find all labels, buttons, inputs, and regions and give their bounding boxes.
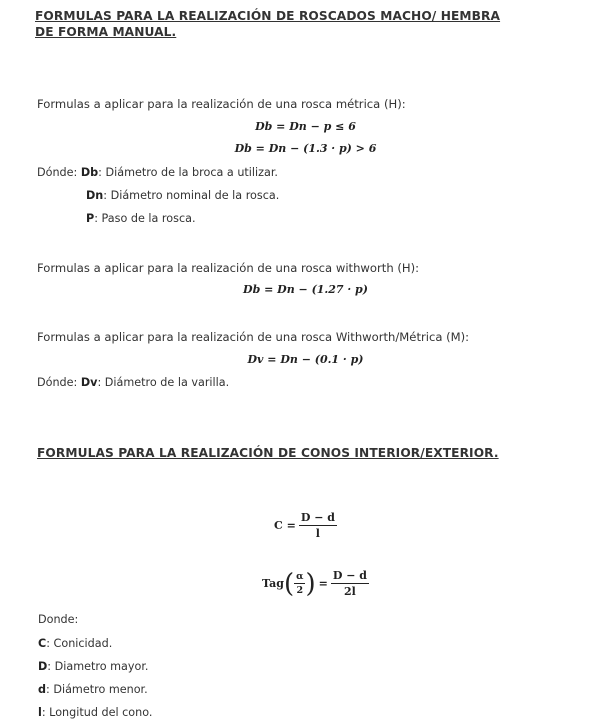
def-symbol: Dv (80, 376, 98, 389)
cone-where-label: Donde: (38, 613, 79, 626)
where-label: Dónde: (37, 166, 78, 179)
left-paren: ( (284, 568, 295, 599)
metric-def-db (37, 166, 278, 179)
denominator: 2l (343, 585, 356, 598)
withworth-metric-def-dv (37, 376, 229, 389)
def-text: : Conicidad. (46, 637, 113, 650)
def-text: : Paso de la rosca. (94, 212, 196, 225)
def-symbol: P (86, 212, 95, 225)
where-label: Dónde: (37, 376, 78, 389)
section2-title: FORMULAS PARA LA REALIZACIÓN DE CONOS INTERIOR/EXTERIOR. (37, 446, 499, 460)
metric-def-dn (86, 189, 279, 202)
denominator: 2 (296, 585, 304, 596)
half-angle-fraction (294, 571, 305, 596)
cone-def-c (38, 637, 112, 650)
withworth-intro: Formulas a aplicar para la realización de una rosca withworth (H): (37, 261, 420, 275)
formula-lhs: Tag (262, 577, 284, 590)
cone-def-d-minor (38, 683, 148, 696)
def-text: : Diametro mayor. (47, 660, 149, 673)
def-symbol: Dn (86, 189, 104, 202)
def-text: : Diámetro de la varilla. (97, 376, 230, 389)
cone-def-l (38, 706, 152, 719)
withworth-formula: Db = Dn − (1.27 · p) (243, 283, 368, 296)
withworth-metric-intro: Formulas a aplicar para la realización de una rosca Withworth/Métrica (M): (37, 330, 470, 344)
section1-title-line1: FORMULAS PARA LA REALIZACIÓN DE ROSCADOS MACHO/ HEMBRA (35, 9, 501, 23)
section1-title-line2: DE FORMA MANUAL. (35, 25, 177, 39)
fraction (331, 569, 369, 598)
def-symbol: Db (80, 166, 99, 179)
numerator: D − d (332, 569, 367, 582)
metric-intro: Formulas a aplicar para la realización de una rosca métrica (H): (37, 97, 406, 111)
def-symbol: C (38, 637, 47, 650)
right-paren: ) (305, 568, 316, 599)
numerator: D − d (300, 511, 335, 524)
tangent-formula (0, 569, 611, 598)
numerator: α (296, 571, 304, 582)
equals-sign: = (318, 577, 328, 590)
def-text: : Diámetro de la broca a utilizar. (98, 166, 278, 179)
def-symbol: D (38, 660, 48, 673)
def-text: : Longitud del cono. (41, 706, 153, 719)
def-text: : Diámetro menor. (46, 683, 148, 696)
formula-lhs: C = (274, 519, 296, 532)
def-symbol: l (38, 706, 42, 719)
denominator: l (315, 527, 320, 540)
def-text: : Diámetro nominal de la rosca. (103, 189, 280, 202)
metric-formula-2: Db = Dn − (1.3 · p) > 6 (234, 142, 377, 155)
metric-def-p (86, 212, 196, 225)
metric-formula-1: Db = Dn − p ≤ 6 (255, 120, 356, 133)
cone-def-d-major (38, 660, 148, 673)
def-symbol: d (38, 683, 47, 696)
conicity-formula (0, 511, 611, 540)
withworth-metric-formula: Dv = Dn − (0.1 · p) (247, 353, 364, 366)
fraction (299, 511, 337, 540)
